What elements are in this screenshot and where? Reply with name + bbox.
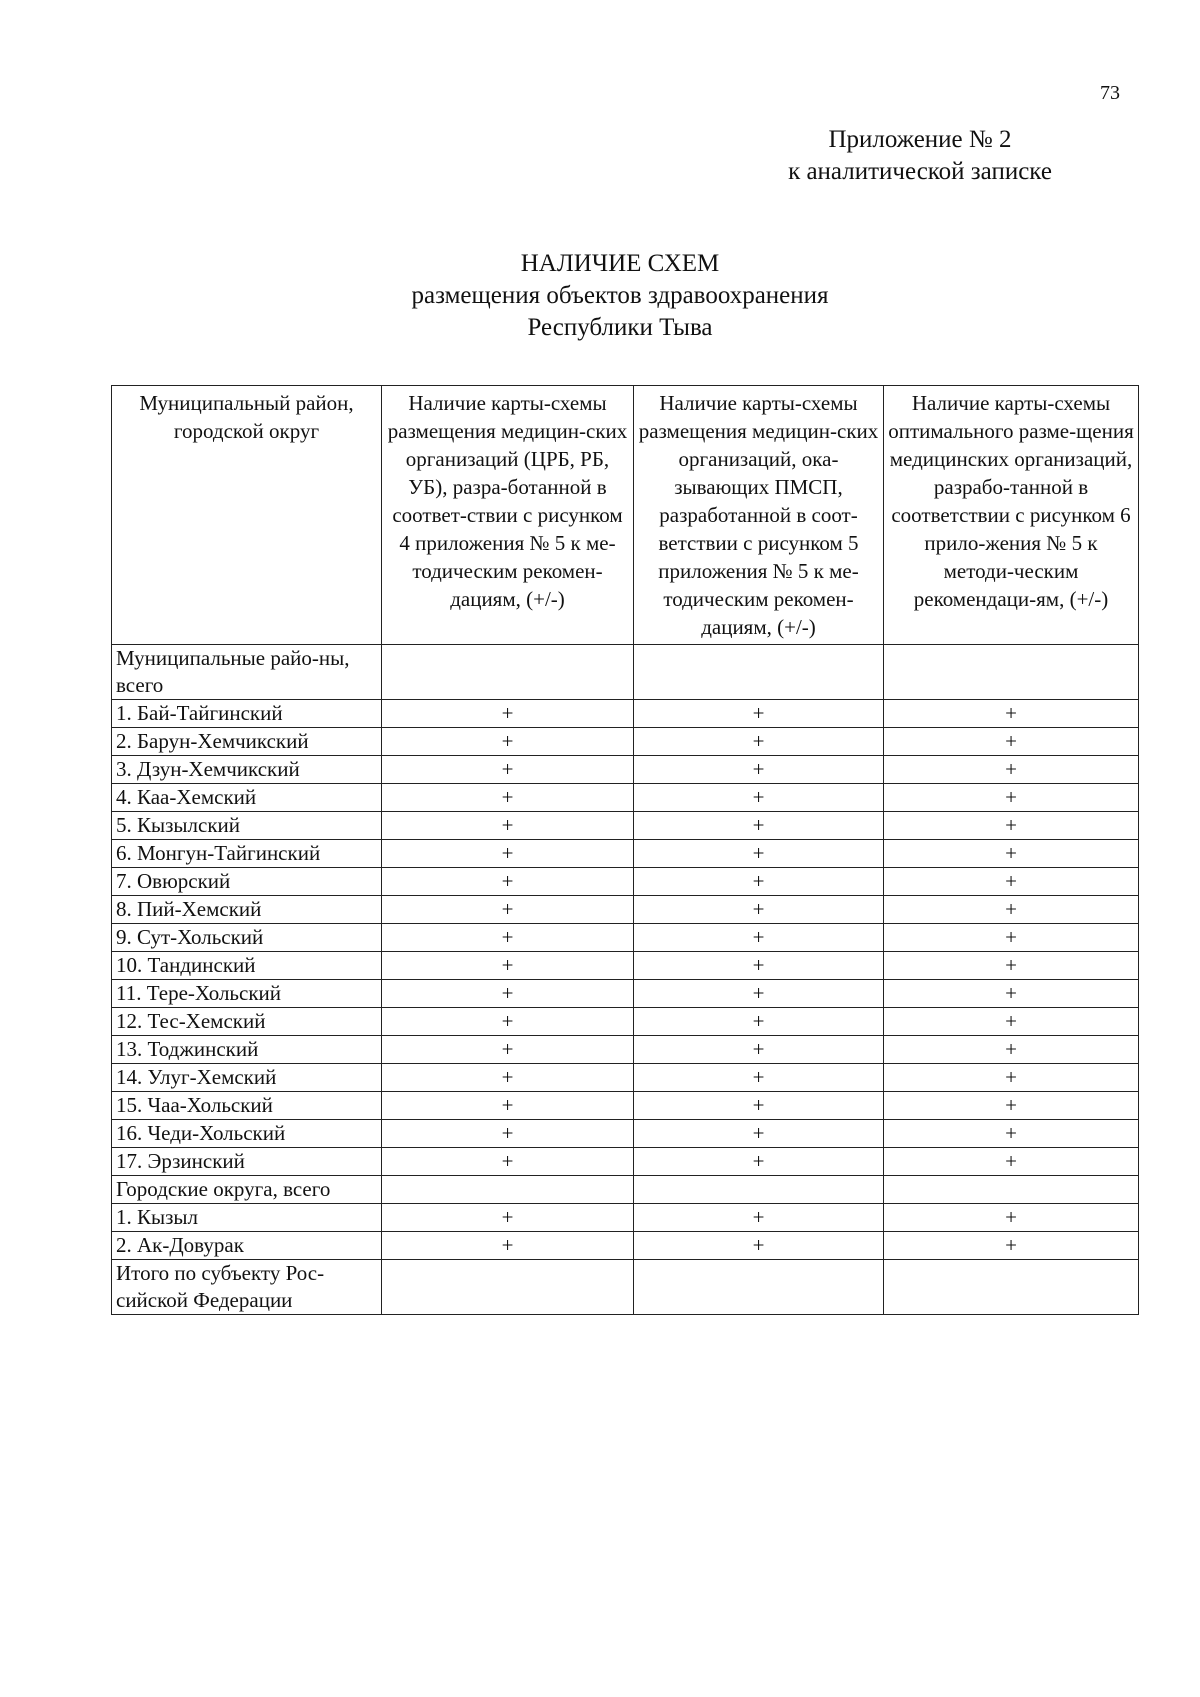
row-scheme-optimal-cell: +: [884, 1064, 1139, 1092]
table-row: [112, 952, 1139, 980]
row-scheme-crb-cell: +: [382, 840, 634, 868]
row-name-cell: 1. Бай-Тайгинский: [112, 700, 382, 728]
table-row: [112, 1204, 1139, 1232]
row-scheme-optimal-cell: +: [884, 980, 1139, 1008]
title-line-2: размещения объектов здравоохранения: [411, 282, 829, 309]
row-scheme-pmsp-cell: +: [634, 840, 884, 868]
row-name-cell: Муниципальные райо-ны, всего: [112, 645, 382, 700]
row-scheme-pmsp-cell: +: [634, 1204, 884, 1232]
title-line-1: НАЛИЧИЕ СХЕМ: [520, 250, 720, 277]
row-scheme-pmsp-cell: +: [634, 784, 884, 812]
row-scheme-pmsp-cell: +: [634, 868, 884, 896]
row-scheme-optimal-cell: +: [884, 812, 1139, 840]
table-row: [112, 924, 1139, 952]
table-row: [112, 1232, 1139, 1260]
row-scheme-pmsp-cell: +: [634, 924, 884, 952]
row-scheme-crb-cell: +: [382, 1120, 634, 1148]
row-name-cell: 8. Пий-Хемский: [112, 896, 382, 924]
table-row: [112, 756, 1139, 784]
table-row: [112, 1120, 1139, 1148]
row-scheme-optimal-cell: +: [884, 1120, 1139, 1148]
table-row: [112, 1260, 1139, 1315]
row-name-cell: 13. Тоджинский: [112, 1036, 382, 1064]
row-name-cell: 9. Сут-Хольский: [112, 924, 382, 952]
row-scheme-optimal-cell: +: [884, 840, 1139, 868]
table-row: [112, 784, 1139, 812]
row-scheme-optimal-cell: [884, 645, 1139, 700]
row-name-cell: 2. Барун-Хемчикский: [112, 728, 382, 756]
appendix-line-2: к аналитической записке: [788, 158, 1052, 185]
table-row: [112, 1176, 1139, 1204]
row-scheme-optimal-cell: +: [884, 784, 1139, 812]
table-row: [112, 645, 1139, 700]
row-scheme-optimal-cell: +: [884, 700, 1139, 728]
document-title: [300, 248, 940, 344]
row-scheme-crb-cell: +: [382, 756, 634, 784]
row-name-cell: 4. Каа-Хемский: [112, 784, 382, 812]
row-scheme-crb-cell: [382, 645, 634, 700]
table-row: [112, 812, 1139, 840]
table-header-row: [112, 386, 1139, 645]
row-scheme-optimal-cell: +: [884, 1148, 1139, 1176]
row-scheme-crb-cell: +: [382, 896, 634, 924]
row-scheme-optimal-cell: [884, 1176, 1139, 1204]
appendix-line-1: Приложение № 2: [828, 126, 1012, 153]
row-scheme-crb-cell: +: [382, 1148, 634, 1176]
row-name-cell: Итого по субъекту Рос-сийской Федерации: [112, 1260, 382, 1315]
row-scheme-optimal-cell: +: [884, 1036, 1139, 1064]
table-row: [112, 1092, 1139, 1120]
row-scheme-optimal-cell: +: [884, 1204, 1139, 1232]
row-scheme-crb-cell: +: [382, 1036, 634, 1064]
row-name-cell: Городские округа, всего: [112, 1176, 382, 1204]
row-scheme-crb-cell: +: [382, 700, 634, 728]
row-scheme-crb-cell: +: [382, 812, 634, 840]
table-body: [112, 645, 1139, 1315]
row-name-cell: 10. Тандинский: [112, 952, 382, 980]
row-scheme-crb-cell: +: [382, 952, 634, 980]
row-scheme-pmsp-cell: +: [634, 1064, 884, 1092]
page-number: 73: [1100, 82, 1120, 104]
header-scheme-crb: Наличие карты-схемы размещения медицин-ских организаций (ЦРБ, РБ, УБ), разра-ботанной в соответ-ствии с рисунком 4 приложения № 5 к ме-тодическим рекомен-дациям, (+/-): [382, 386, 634, 645]
row-scheme-pmsp-cell: +: [634, 1036, 884, 1064]
row-scheme-pmsp-cell: +: [634, 756, 884, 784]
row-name-cell: 16. Чеди-Хольский: [112, 1120, 382, 1148]
row-scheme-crb-cell: +: [382, 1064, 634, 1092]
row-scheme-optimal-cell: +: [884, 868, 1139, 896]
schemes-table: [111, 385, 1139, 1315]
title-line-3: Республики Тыва: [527, 314, 713, 341]
row-scheme-pmsp-cell: +: [634, 1008, 884, 1036]
row-scheme-crb-cell: +: [382, 728, 634, 756]
row-scheme-pmsp-cell: +: [634, 896, 884, 924]
row-scheme-crb-cell: [382, 1176, 634, 1204]
row-scheme-pmsp-cell: +: [634, 1092, 884, 1120]
row-scheme-crb-cell: +: [382, 1232, 634, 1260]
row-name-cell: 7. Овюрский: [112, 868, 382, 896]
table-row: [112, 840, 1139, 868]
header-district: Муниципальный район, городской округ: [112, 386, 382, 645]
table-row: [112, 1036, 1139, 1064]
row-name-cell: 1. Кызыл: [112, 1204, 382, 1232]
row-scheme-optimal-cell: +: [884, 1008, 1139, 1036]
row-scheme-optimal-cell: +: [884, 728, 1139, 756]
table-row: [112, 1008, 1139, 1036]
row-name-cell: 2. Ак-Довурак: [112, 1232, 382, 1260]
table-row: [112, 1148, 1139, 1176]
row-name-cell: 3. Дзун-Хемчикский: [112, 756, 382, 784]
row-scheme-pmsp-cell: [634, 1260, 884, 1315]
table-row: [112, 896, 1139, 924]
table-row: [112, 728, 1139, 756]
row-name-cell: 17. Эрзинский: [112, 1148, 382, 1176]
table-row: [112, 980, 1139, 1008]
row-scheme-optimal-cell: +: [884, 1092, 1139, 1120]
row-scheme-crb-cell: +: [382, 1008, 634, 1036]
row-scheme-crb-cell: +: [382, 924, 634, 952]
header-scheme-pmsp: Наличие карты-схемы размещения медицин-ских организаций, ока-зывающих ПМСП, разработанной в соот-ветствии с рисунком 5 приложения № 5 к ме-тодическим рекомен-дациям, (+/-): [634, 386, 884, 645]
table-row: [112, 700, 1139, 728]
row-scheme-crb-cell: +: [382, 868, 634, 896]
row-scheme-pmsp-cell: +: [634, 728, 884, 756]
row-scheme-pmsp-cell: +: [634, 952, 884, 980]
row-scheme-optimal-cell: +: [884, 756, 1139, 784]
row-scheme-crb-cell: +: [382, 1092, 634, 1120]
row-scheme-pmsp-cell: +: [634, 812, 884, 840]
row-scheme-optimal-cell: +: [884, 952, 1139, 980]
row-scheme-optimal-cell: +: [884, 924, 1139, 952]
appendix-note: [740, 124, 1100, 188]
row-name-cell: 5. Кызылский: [112, 812, 382, 840]
row-scheme-pmsp-cell: +: [634, 980, 884, 1008]
row-scheme-pmsp-cell: [634, 645, 884, 700]
header-scheme-optimal: Наличие карты-схемы оптимального разме-щения медицинских организаций, разрабо-танной в соответствии с рисунком 6 прило-жения № 5 к методи-ческим рекомендаци-ям, (+/-): [884, 386, 1139, 645]
row-scheme-crb-cell: +: [382, 784, 634, 812]
row-scheme-pmsp-cell: +: [634, 1148, 884, 1176]
row-name-cell: 6. Монгун-Тайгинский: [112, 840, 382, 868]
row-name-cell: 11. Тере-Хольский: [112, 980, 382, 1008]
row-scheme-pmsp-cell: +: [634, 1120, 884, 1148]
row-scheme-pmsp-cell: +: [634, 1232, 884, 1260]
table-row: [112, 868, 1139, 896]
row-scheme-optimal-cell: +: [884, 1232, 1139, 1260]
row-scheme-optimal-cell: +: [884, 896, 1139, 924]
row-name-cell: 14. Улуг-Хемский: [112, 1064, 382, 1092]
row-scheme-pmsp-cell: +: [634, 700, 884, 728]
row-scheme-crb-cell: [382, 1260, 634, 1315]
row-scheme-optimal-cell: [884, 1260, 1139, 1315]
row-scheme-crb-cell: +: [382, 1204, 634, 1232]
row-name-cell: 12. Тес-Хемский: [112, 1008, 382, 1036]
table-row: [112, 1064, 1139, 1092]
row-scheme-crb-cell: +: [382, 980, 634, 1008]
row-scheme-pmsp-cell: [634, 1176, 884, 1204]
row-name-cell: 15. Чаа-Хольский: [112, 1092, 382, 1120]
